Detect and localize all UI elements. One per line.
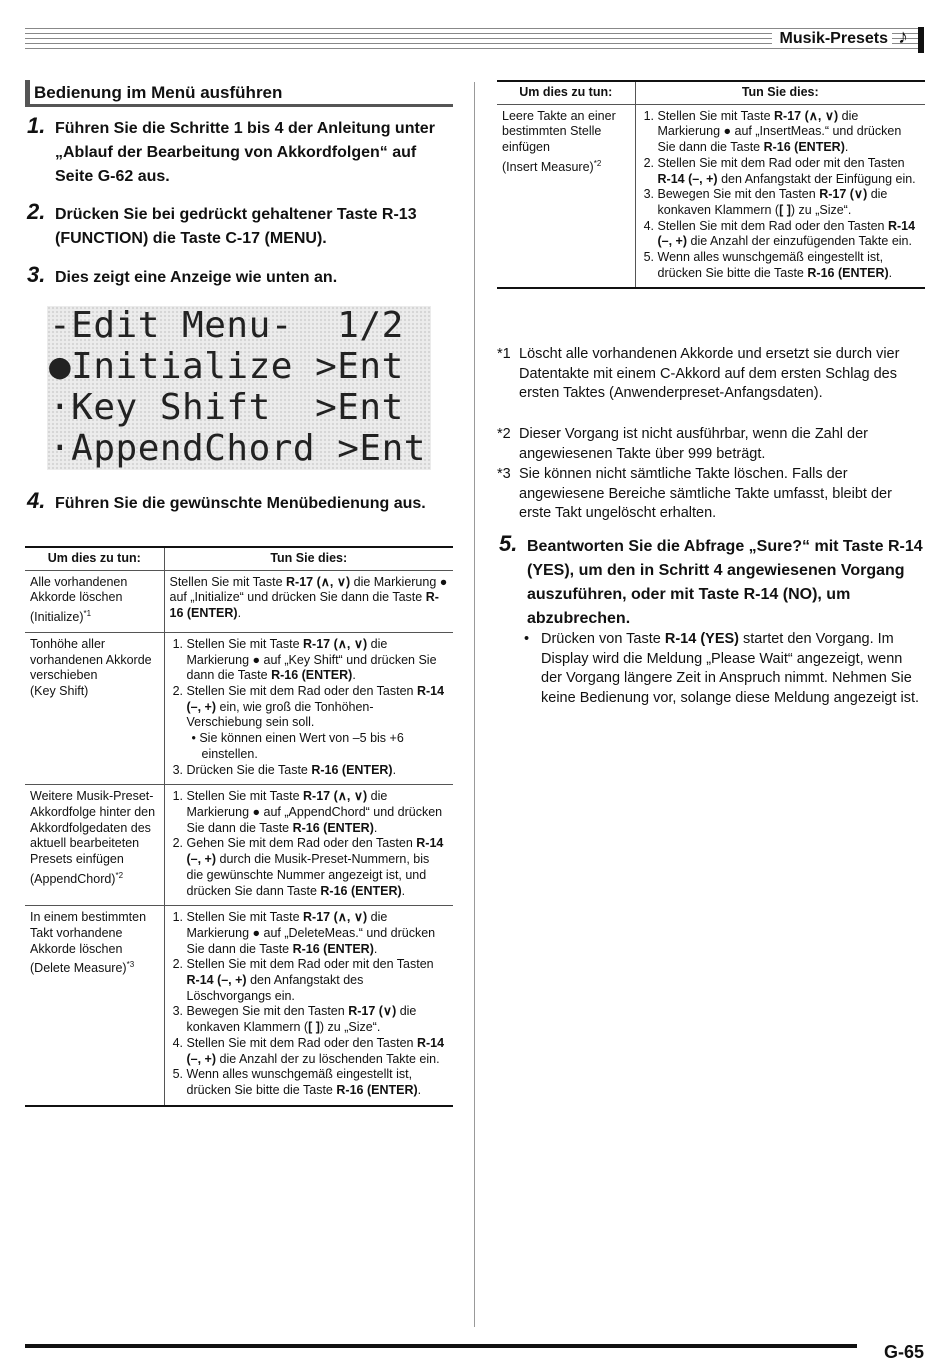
step-text: Führen Sie die Schritte 1 bis 4 der Anleitung unter „Ablauf der Bearbeitung von Akkordfolgen“ auf Seite G-62 aus. (55, 120, 435, 185)
note-text: Drücken von Taste R-14 (YES) startet den Vorgang. Im Display wird die Meldung „Please Wait“ angezeigt, wenn der Vorgang längere Zeit in Anspruch nimmt. Nehmen Sie keine Bedienung vor, solange diese Meldung angezeigt ist. (541, 631, 920, 706)
table-cell-action: In einem bestimmten Takt vorhandene Akkorde löschen (Delete Measure)$^{*3}$ (25, 906, 164, 1106)
table-cell-steps: 1. Stellen Sie mit Taste R-17 (∧, ∨) die Markierung ● auf „Key Shift“ und drücken Sie dann die Taste R-16 (ENTER). 2. Stellen Sie mit dem Rad oder den Tasten R-14 (–, +) ein, wie groß die Tonhöhen-Verschiebung sein soll. • Sie können einen Wert von –5 bis +6 einstellen. 3. Drücken Sie die Taste R-16 (ENTER). (164, 632, 453, 784)
column-header: Um dies zu tun: (25, 547, 164, 570)
table-cell-action: Leere Takte an einer bestimmten Stelle einfügen (Insert Measure)$^{*2}$ (497, 104, 635, 288)
footnote-2 (497, 425, 925, 464)
footnote-1 (497, 345, 925, 404)
bullet-icon: • (524, 631, 530, 647)
footnote-mark: *3 (497, 466, 511, 482)
operations-table-right (497, 80, 925, 289)
header-bar-line (918, 27, 924, 53)
table-cell-action: Tonhöhe aller vorhandenen Akkorde verschieben (Key Shift) (25, 632, 164, 784)
operations-table-left (25, 546, 453, 1107)
step-4 (27, 488, 457, 516)
table-cell-steps: 1. Stellen Sie mit Taste R-17 (∧, ∨) die Markierung ● auf „InsertMeas.“ und drücken Sie dann die Taste R-16 (ENTER). 2. Stellen Sie mit dem Rad oder mit den Tasten R-14 (–, +) den Anfangstakt der Einfügung ein. 3. Bewegen Sie mit den Tasten R-17 (∨) die konkaven Klammern ([ ]) zu „Size“. 4. Stellen Sie mit dem Rad oder den Tasten R-14 (–, +) die Anzahl der einzufügenden Takte ein. 5. Wenn alles wunschgemäß eingestellt ist, drücken Sie bitte die Taste R-16 (ENTER). (635, 104, 925, 288)
music-note-icon: ♪ (898, 26, 908, 48)
step-5 (499, 531, 925, 631)
step-number: 5. (499, 531, 518, 556)
footnote-text: Löscht alle vorhandenen Akkorde und ersetzt sie durch vier Datentakte mit einem C-Akkord auf dem ersten Schlag des ersten Taktes (Anwenderpreset-Anfangsdaten). (519, 346, 900, 402)
footnote-mark: *2 (497, 426, 511, 442)
step-number: 1. (27, 113, 46, 138)
step-1 (27, 113, 457, 189)
footnote-mark: *1 (497, 346, 511, 362)
table-row (25, 632, 453, 784)
lcd-line: ●Initialize >Ent (49, 346, 404, 387)
lcd-line: -Edit Menu- 1/2 (49, 306, 404, 346)
table-row (25, 570, 453, 632)
table-cell-action: Alle vorhandenen Akkorde löschen (Initialize)$^{*1}$ (25, 570, 164, 632)
column-header: Um dies zu tun: (497, 81, 635, 104)
step-text: Dies zeigt eine Anzeige wie unten an. (55, 269, 338, 286)
lcd-line: ·AppendChord >Ent (49, 428, 426, 469)
step-text: Drücken Sie bei gedrückt gehaltener Taste R-13 (FUNCTION) die Taste C-17 (MENU). (55, 206, 417, 247)
section-title: Bedienung im Menü ausführen (25, 80, 453, 107)
step-2 (27, 199, 457, 251)
table-cell-steps: 1. Stellen Sie mit Taste R-17 (∧, ∨) die Markierung ● auf „DeleteMeas.“ und drücken Sie dann die Taste R-16 (ENTER). 2. Stellen Sie mit dem Rad oder mit den Tasten R-14 (–, +) den Anfangstakt des Löschvorgangs ein. 3. Bewegen Sie mit den Tasten R-17 (∨) die konkaven Klammern ([ ]) zu „Size“. 4. Stellen Sie mit dem Rad oder den Tasten R-14 (–, +) die Anzahl der zu löschenden Takte ein. 5. Wenn alles wunschgemäß eingestellt ist, drücken Sie bitte die Taste R-16 (ENTER). (164, 906, 453, 1106)
header-title: Musik-Presets (772, 30, 893, 48)
step-text: Führen Sie die gewünschte Menübedienung aus. (55, 495, 426, 512)
step-5-note (524, 630, 924, 708)
footer-rule (25, 1344, 857, 1348)
lcd-line: ·Key Shift >Ent (49, 387, 404, 428)
step-text: Beantworten Sie die Abfrage „Sure?“ mit Taste R-14 (YES), um den in Schritt 4 angewiesenen Vorgang auszuführen, oder mit Taste R-14 (NO), um abzubrechen. (527, 538, 923, 627)
column-header: Tun Sie dies: (164, 547, 453, 570)
column-divider (474, 82, 475, 1327)
footnote-3 (497, 465, 925, 524)
page-number: G-65 (883, 1342, 924, 1362)
column-header: Tun Sie dies: (635, 81, 925, 104)
table-cell-action: Weitere Musik-Preset-Akkordfolge hinter den Akkordfolgedaten des aktuell bearbeiteten Presets einfügen (AppendChord)$^{*2}$ (25, 785, 164, 906)
step-number: 2. (27, 199, 46, 224)
footnote-text: Dieser Vorgang ist nicht ausführbar, wenn die Zahl der angewiesenen Takte über 999 beträgt. (519, 426, 869, 462)
lcd-display (47, 306, 431, 470)
step-number: 3. (27, 262, 46, 287)
table-cell-steps: Stellen Sie mit Taste R-17 (∧, ∨) die Markierung ● auf „Initialize“ und drücken Sie dann die Taste R-16 (ENTER). (164, 570, 453, 632)
footnote-text: Sie können nicht sämtliche Takte löschen. Falls der angewiesene Bereiche sämtliche Takte umfasst, bleibt der erste Takt ungelöscht erhalten. (519, 466, 892, 522)
step-3 (27, 262, 457, 290)
table-row (25, 906, 453, 1106)
table-row (497, 104, 925, 288)
table-row (25, 785, 453, 906)
step-number: 4. (27, 488, 46, 513)
table-cell-steps: 1. Stellen Sie mit Taste R-17 (∧, ∨) die Markierung ● auf „AppendChord“ und drücken Sie dann die Taste R-16 (ENTER). 2. Gehen Sie mit dem Rad oder den Tasten R-14 (–, +) durch die Musik-Preset-Nummern, bis die gewünschte Nummer angezeigt ist, und drücken Sie dann Taste R-16 (ENTER). (164, 785, 453, 906)
